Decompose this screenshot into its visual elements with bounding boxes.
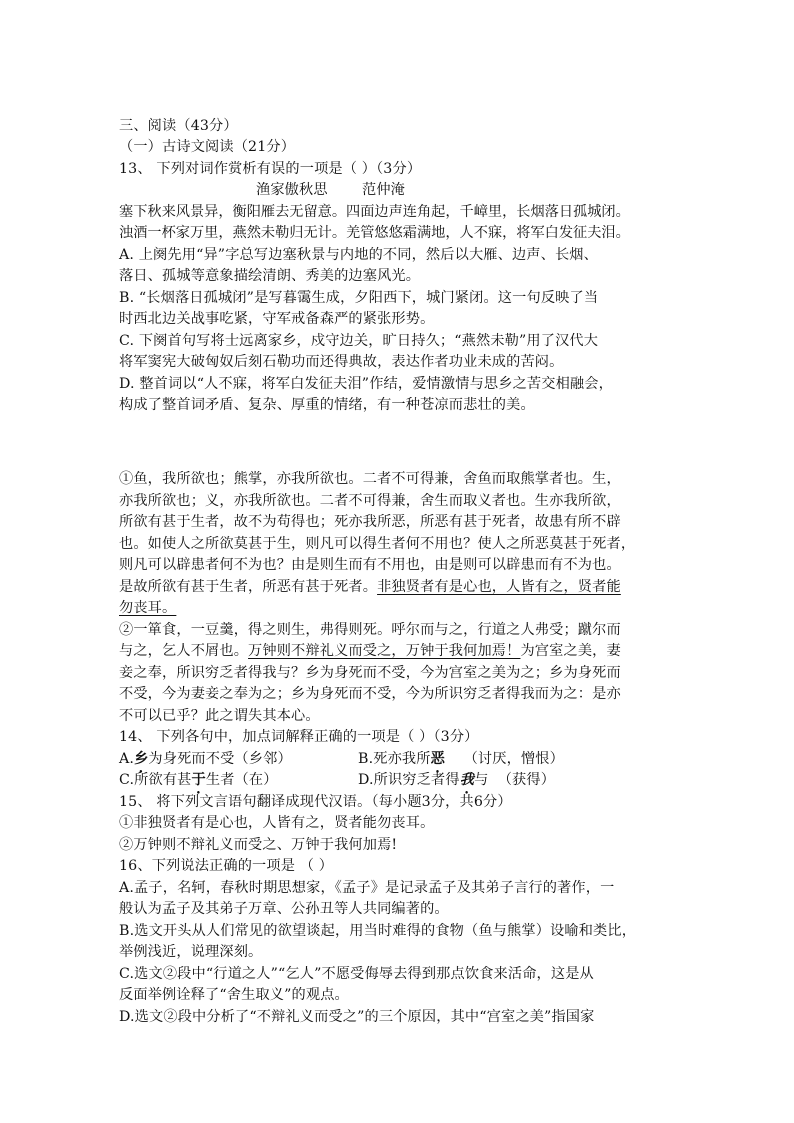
passage-1-line-5: 则凡可以辟患者何不为也？由是则生而有不用也，由是则可以辟患而有不为也。 [119, 557, 621, 573]
option-text: （讨厌，憎恨） [444, 751, 564, 767]
translate-sentence-2: ②万钟则不辩礼义而受之、万钟于我何加焉! [119, 837, 398, 853]
subsection-title: （一）古诗文阅读（21分） [119, 139, 296, 155]
passage-2-line-3: 妾之奉，所识穷乏者得我与？乡为身死而不受，今为宫室之美为之；乡为身死而 [119, 665, 621, 681]
passage-2-line-5: 不可以已乎？此之谓失其本心。 [119, 708, 320, 724]
option-c-line-2: 反面举例诠释了“舍生取义”的观点。 [119, 987, 349, 1003]
poem-line-2: 浊酒一杯家万里，燕然未勒归无计。羌管悠悠霜满地，人不寐，将军白发征夫泪。 [119, 225, 630, 241]
option-c-line-1: C. 下阕首句写将士远离家乡，戍守边关，旷日持久；“燕然未勒”用了汉代大 [119, 333, 599, 349]
option-b-line-2: 举例浅近，说理深刻。 [119, 944, 263, 960]
dotted-word: 我 [459, 772, 475, 788]
translate-sentence-1: ①非独贤者有是心也，人皆有之，贤者能勿丧耳。 [119, 815, 435, 831]
option-c-line-2: 将军窦宪大破匈奴后刻石勒功而还得典故，表达作者功业未成的苦闷。 [119, 354, 564, 370]
passage-text: 是故所欲有甚于生者，所恶有甚于死者。 [119, 579, 378, 595]
option-a-line-2: 般认为孟子及其弟子万章、公孙丑等人共同编著的。 [119, 901, 449, 917]
passage-1-line-3: 所欲有甚于生者，故不为苟得也；死亦我所恶，所恶有甚于死者，故患有所不辟 [119, 514, 621, 530]
option-text: 生者（在） [205, 772, 278, 788]
passage-2-line-4: 不受，今为妻妾之奉为之；乡为身死而不受，今为所识穷乏者得我而为之：是亦 [119, 686, 621, 702]
passage-1-line-7 [119, 598, 176, 618]
section-title: 三、阅读（43分） [119, 118, 238, 134]
question-14-stem: 14、 下列各句中，加点词解释正确的一项是（ ）（3分） [119, 729, 479, 745]
underlined-sentence: 非独贤者有是心也，人皆有之，贤者能 [377, 579, 621, 595]
option-a-line-1: A. 上阕先用“异”字总写边塞秋景与内地的不同，然后以大雁、边声、长烟、 [119, 247, 598, 263]
option-label: A. [119, 751, 135, 767]
poem-line-1: 塞下秋来风景异，衡阳雁去无留意。四面边声连角起，千嶂里，长烟落日孤城闭。 [119, 204, 630, 220]
underlined-sentence: 勿丧耳。 [119, 600, 177, 616]
dotted-word: 乡 [134, 751, 149, 767]
passage-text: 与之，乞人不屑也。 [119, 643, 249, 659]
option-c-line-1: C.选文②段中“行道之人”“乞人”不愿受侮辱去得到那点饮食来活命，这是从 [119, 966, 594, 982]
passage-1-line-1: ①鱼，我所欲也；熊掌，亦我所欲也。二者不可得兼，舍鱼而取熊掌者也。生， [119, 471, 621, 487]
passage-1-line-6 [119, 577, 621, 597]
option-d-line-2: 构成了整首词矛盾、复杂、厚重的情绪，有一种苍凉而悲壮的美。 [119, 397, 535, 413]
passage-text: 为宫室之美，妻 [520, 643, 621, 659]
option-a-line-2: 落日、孤城等意象描绘清朗、秀美的边塞风光。 [119, 268, 421, 284]
option-text: 为身死而不受（乡邻） [148, 751, 292, 767]
option-b-line-1: B.选文开头从人们常见的欲望谈起，用当时难得的食物（鱼与熊掌）设喻和类比， [119, 923, 637, 939]
option-d-line-1: D. 整首词以“人不寐，将军白发征夫泪”作结，爱情激情与思乡之苦交相融会， [119, 376, 613, 392]
poem-title: 渔家傲秋思 [256, 182, 328, 198]
passage-2-line-1: ②一箪食，一豆羹，得之则生，弗得则死。呼尔而与之，行道之人弗受；蹴尔而 [119, 622, 621, 638]
option-text: 与 （获得） [474, 772, 556, 788]
passage-1-line-2: 亦我所欲也；义，亦我所欲也。二者不可得兼，舍生而取义者也。生亦我所欲， [119, 493, 621, 509]
passage-2-line-2 [119, 641, 621, 661]
question-16-stem: 16、下列说法正确的一项是 （ ） [119, 858, 334, 874]
poem-author: 范仲淹 [362, 182, 406, 198]
passage-1-line-4: 也。如使人之所欲莫甚于生，则凡可以得生者何不用也？使人之所恶莫甚于死者， [119, 536, 636, 552]
option-d-line-1: D.选文②段中分析了“不辩礼义而受之”的三个原因，其中“宫室之美”指国家 [119, 1009, 595, 1025]
dotted-word: 恶 [430, 751, 445, 767]
option-b-line-2: 时西北边关战事吃紧，守军戒备森严的紧张形势。 [119, 311, 435, 327]
dotted-word: 于 [191, 772, 206, 788]
question-15-stem: 15、 将下列文言语句翻译成现代汉语。（每小题3分，共6分） [119, 794, 512, 810]
option-text: D.所识穷乏者得 [358, 772, 460, 788]
option-text: C.所欲有甚 [119, 772, 192, 788]
question-13-stem: 13、 下列对词作赏析有误的一项是（ ）（3分） [119, 161, 422, 177]
option-text: B.死亦我所 [358, 751, 431, 767]
underlined-sentence: 万钟则不辩礼义而受之，万钟于我何加焉！ [248, 643, 521, 659]
option-b-line-1: B. “长烟落日孤城闭”是写暮霭生成，夕阳西下，城门紧闭。这一句反映了当 [119, 290, 599, 306]
option-a-line-1: A.孟子，名轲，春秋时期思想家，《孟子》是记录孟子及其弟子言行的著作，一 [119, 880, 615, 896]
